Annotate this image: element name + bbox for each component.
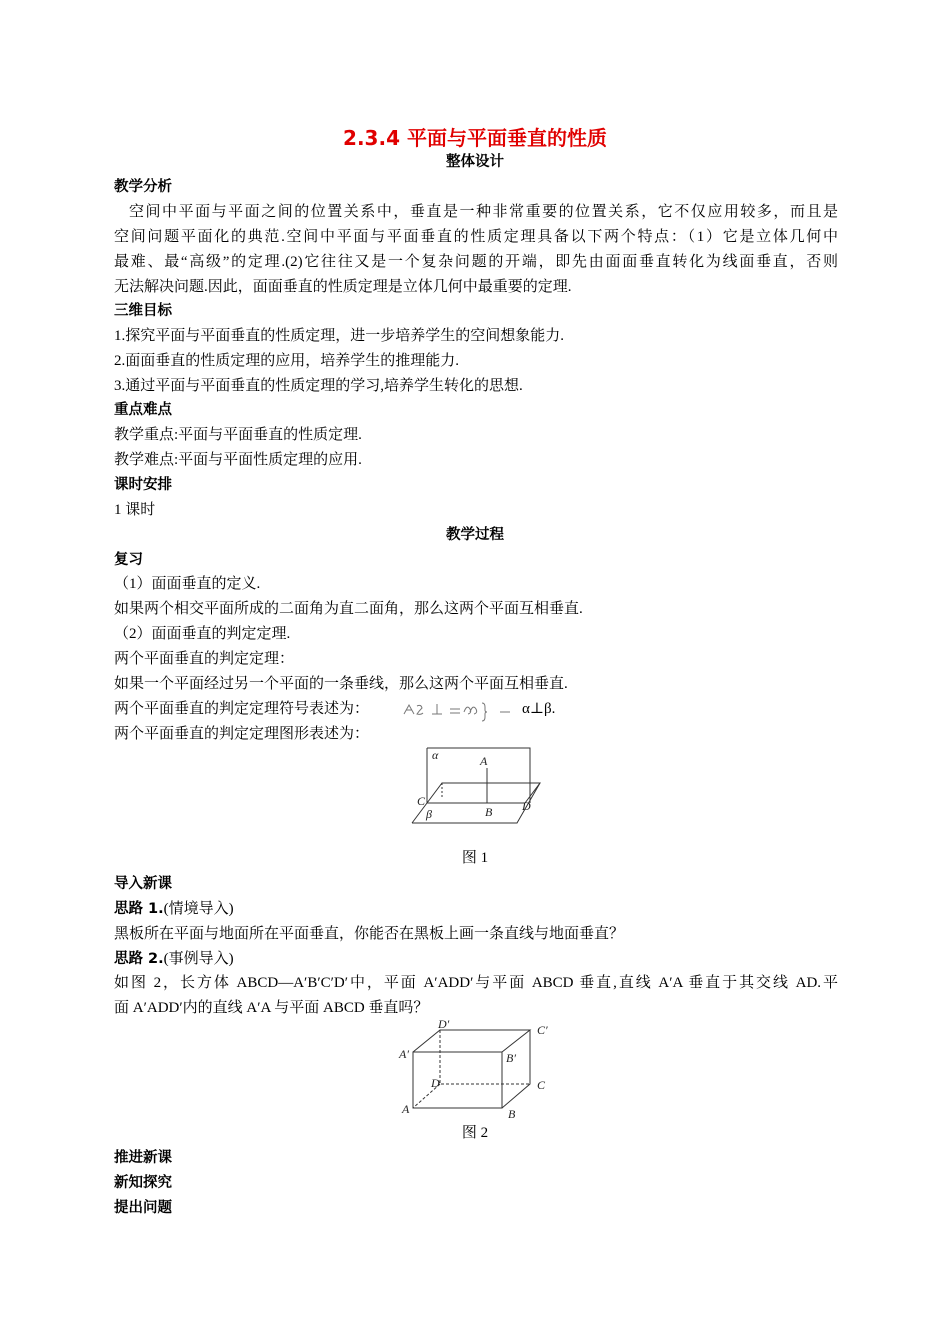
schedule-heading: 课时安排	[114, 477, 172, 493]
review-line: （1）面面垂直的定义.	[114, 576, 261, 592]
review-line: （2）面面垂直的判定定理.	[114, 626, 291, 642]
explore-heading: 新知探究	[114, 1175, 172, 1191]
idea-2-type: (事例导入)	[163, 951, 234, 967]
fig2-label-C1: C′	[537, 1023, 548, 1037]
key-point-item: 教学重点:平面与平面垂直的性质定理.	[114, 427, 362, 443]
goal-item: 1.探究平面与平面垂直的性质定理，进一步培养学生的空间想象能力.	[114, 328, 565, 344]
fig2-label-B1: B′	[506, 1051, 516, 1065]
idea-2-text-line: 面 A′ADD′内的直线 A′A 与平面 ABCD 垂直吗？	[114, 1000, 429, 1016]
fig1-label-B: B	[485, 805, 493, 819]
idea-2-text-line: 如图 2，长方体 ABCD—A′B′C′D′中，平面 A′ADD′与平面 ABCD 垂直,直线 A′A 垂直于其交线 AD.平	[114, 975, 838, 991]
figure-1-diagram	[405, 743, 545, 825]
fig2-label-D1: D′	[438, 1018, 450, 1031]
fig2-label-D: D	[431, 1076, 440, 1090]
theorem-symbol-image	[400, 700, 518, 722]
fig1-label-D: D	[522, 799, 531, 813]
analysis-heading: 教学分析	[114, 179, 172, 195]
review-line: 两个平面垂直的判定定理符号表述为：	[114, 701, 370, 717]
idea-2-line	[114, 947, 234, 972]
idea-1-line	[114, 897, 234, 922]
overall-design-heading: 整体设计	[446, 154, 504, 170]
review-line: 如果两个相交平面所成的二面角为直二面角，那么这两个平面互相垂直.	[114, 601, 583, 617]
fig1-label-C: C	[417, 794, 426, 808]
page-title: 2.3.4 平面与平面垂直的性质	[343, 126, 607, 150]
advance-heading: 推进新课	[114, 1150, 172, 1166]
question-heading: 提出问题	[114, 1200, 172, 1216]
process-heading: 教学过程	[446, 527, 504, 543]
analysis-paragraph	[114, 200, 838, 300]
key-point-item: 教学难点:平面与平面性质定理的应用.	[114, 452, 362, 468]
goal-item: 2.面面垂直的性质定理的应用，培养学生的推理能力.	[114, 353, 460, 369]
analysis-line: 最难、最“高级”的定理.(2)它往往又是一个复杂问题的开端，即先由面面垂直转化为线面垂直，否则	[114, 254, 838, 270]
theorem-symbol-result: α⊥β.	[522, 701, 556, 717]
fig2-label-A: A	[402, 1102, 410, 1116]
review-line: 两个平面垂直的判定定理图形表述为：	[114, 726, 370, 742]
analysis-line: 空间中平面与平面之间的位置关系中，垂直是一种非常重要的位置关系，它不仅应用较多，而且是	[129, 204, 838, 220]
analysis-line: 无法解决问题.因此，面面垂直的性质定理是立体几何中最重要的定理.	[114, 279, 572, 295]
goal-item: 3.通过平面与平面垂直的性质定理的学习,培养学生转化的思想.	[114, 378, 523, 394]
key-points-heading: 重点难点	[114, 402, 172, 418]
idea-1-label: 思路 1.	[114, 901, 164, 917]
figure-2-caption: 图 2	[461, 1125, 489, 1141]
analysis-line: 空间问题平面化的典范.空间中平面与平面垂直的性质定理具备以下两个特点：（1）它是立体几何中	[114, 229, 838, 245]
fig1-label-A: A	[480, 754, 488, 768]
fig1-label-beta: β	[426, 807, 432, 821]
fig2-label-B: B	[508, 1107, 516, 1121]
intro-heading: 导入新课	[114, 876, 172, 892]
fig1-label-alpha: α	[432, 748, 439, 762]
figure-1-caption: 图 1	[461, 850, 489, 866]
fig2-label-A1: A′	[399, 1047, 409, 1061]
review-line: 两个平面垂直的判定定理：	[114, 651, 295, 667]
idea-1-text: 黑板所在平面与地面所在平面垂直，你能否在黑板上画一条直线与地面垂直？	[114, 926, 625, 942]
idea-1-type: (情境导入)	[163, 901, 234, 917]
idea-2-paragraph	[114, 971, 838, 1021]
schedule-text: 1 课时	[114, 502, 156, 518]
review-heading: 复习	[114, 552, 143, 568]
figure-2-cuboid	[398, 1018, 556, 1122]
goals-heading: 三维目标	[114, 303, 172, 319]
fig2-label-C: C	[537, 1078, 546, 1092]
review-line: 如果一个平面经过另一个平面的一条垂线，那么这两个平面互相垂直.	[114, 676, 568, 692]
idea-2-label: 思路 2.	[114, 951, 164, 967]
